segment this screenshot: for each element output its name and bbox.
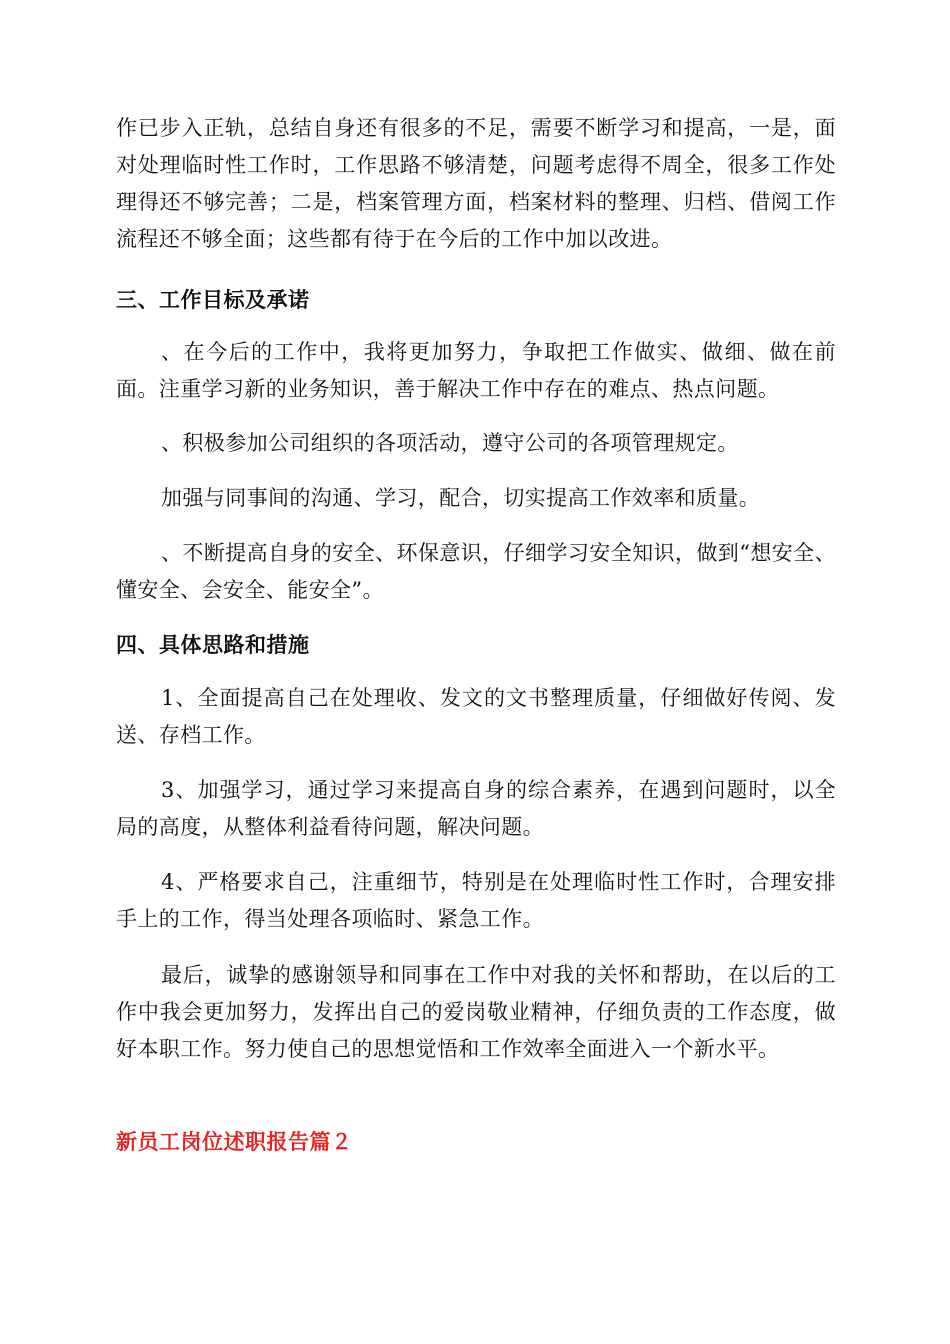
report-title-part-2: 新员工岗位述职报告篇２ [116, 1130, 353, 1154]
paragraph-measure-4: 4、严格要求自己，注重细节，特别是在处理临时性工作时，合理安排手上的工作，得当处理各项临时、紧急工作。 [116, 870, 836, 931]
paragraph-goal-2: 、积极参加公司组织的各项活动，遵守公司的各项管理规定。 [161, 431, 739, 455]
paragraph-measure-3: 3、加强学习，通过学习来提高自身的综合素养，在遇到问题时，以全局的高度，从整体利益看待问题，解决问题。 [116, 778, 836, 839]
paragraph-goal-4: 、不断提高自身的安全、环保意识，仔细学习安全知识，做到“想安全、懂安全、会安全、能安全”。 [116, 541, 836, 602]
section-heading-goals: 三、工作目标及承诺 [116, 288, 310, 312]
paragraph-intro: 作已步入正轨，总结自身还有很多的不足，需要不断学习和提高，一是，面对处理临时性工作时，工作思路不够清楚，问题考虑得不周全，很多工作处理得还不够完善；二是，档案管理方面，档案材料的整理、归档、借阅工作流程还不够全面；这些都有待于在今后的工作中加以改进。 [116, 116, 836, 251]
section-heading-measures: 四、具体思路和措施 [116, 633, 310, 657]
paragraph-goal-3: 加强与同事间的沟通、学习，配合，切实提高工作效率和质量。 [161, 486, 761, 510]
paragraph-closing: 最后，诚挚的感谢领导和同事在工作中对我的关怀和帮助，在以后的工作中我会更加努力，发挥出自己的爱岗敬业精神，仔细负责的工作态度，做好本职工作。努力使自己的思想觉悟和工作效率全面进入一个新水平。 [116, 963, 836, 1061]
paragraph-goal-1: 、在今后的工作中，我将更加努力，争取把工作做实、做细、做在前面。注重学习新的业务知识，善于解决工作中存在的难点、热点问题。 [116, 340, 836, 401]
paragraph-measure-1: 1、全面提高自己在处理收、发文的文书整理质量，仔细做好传阅、发送、存档工作。 [116, 686, 836, 747]
